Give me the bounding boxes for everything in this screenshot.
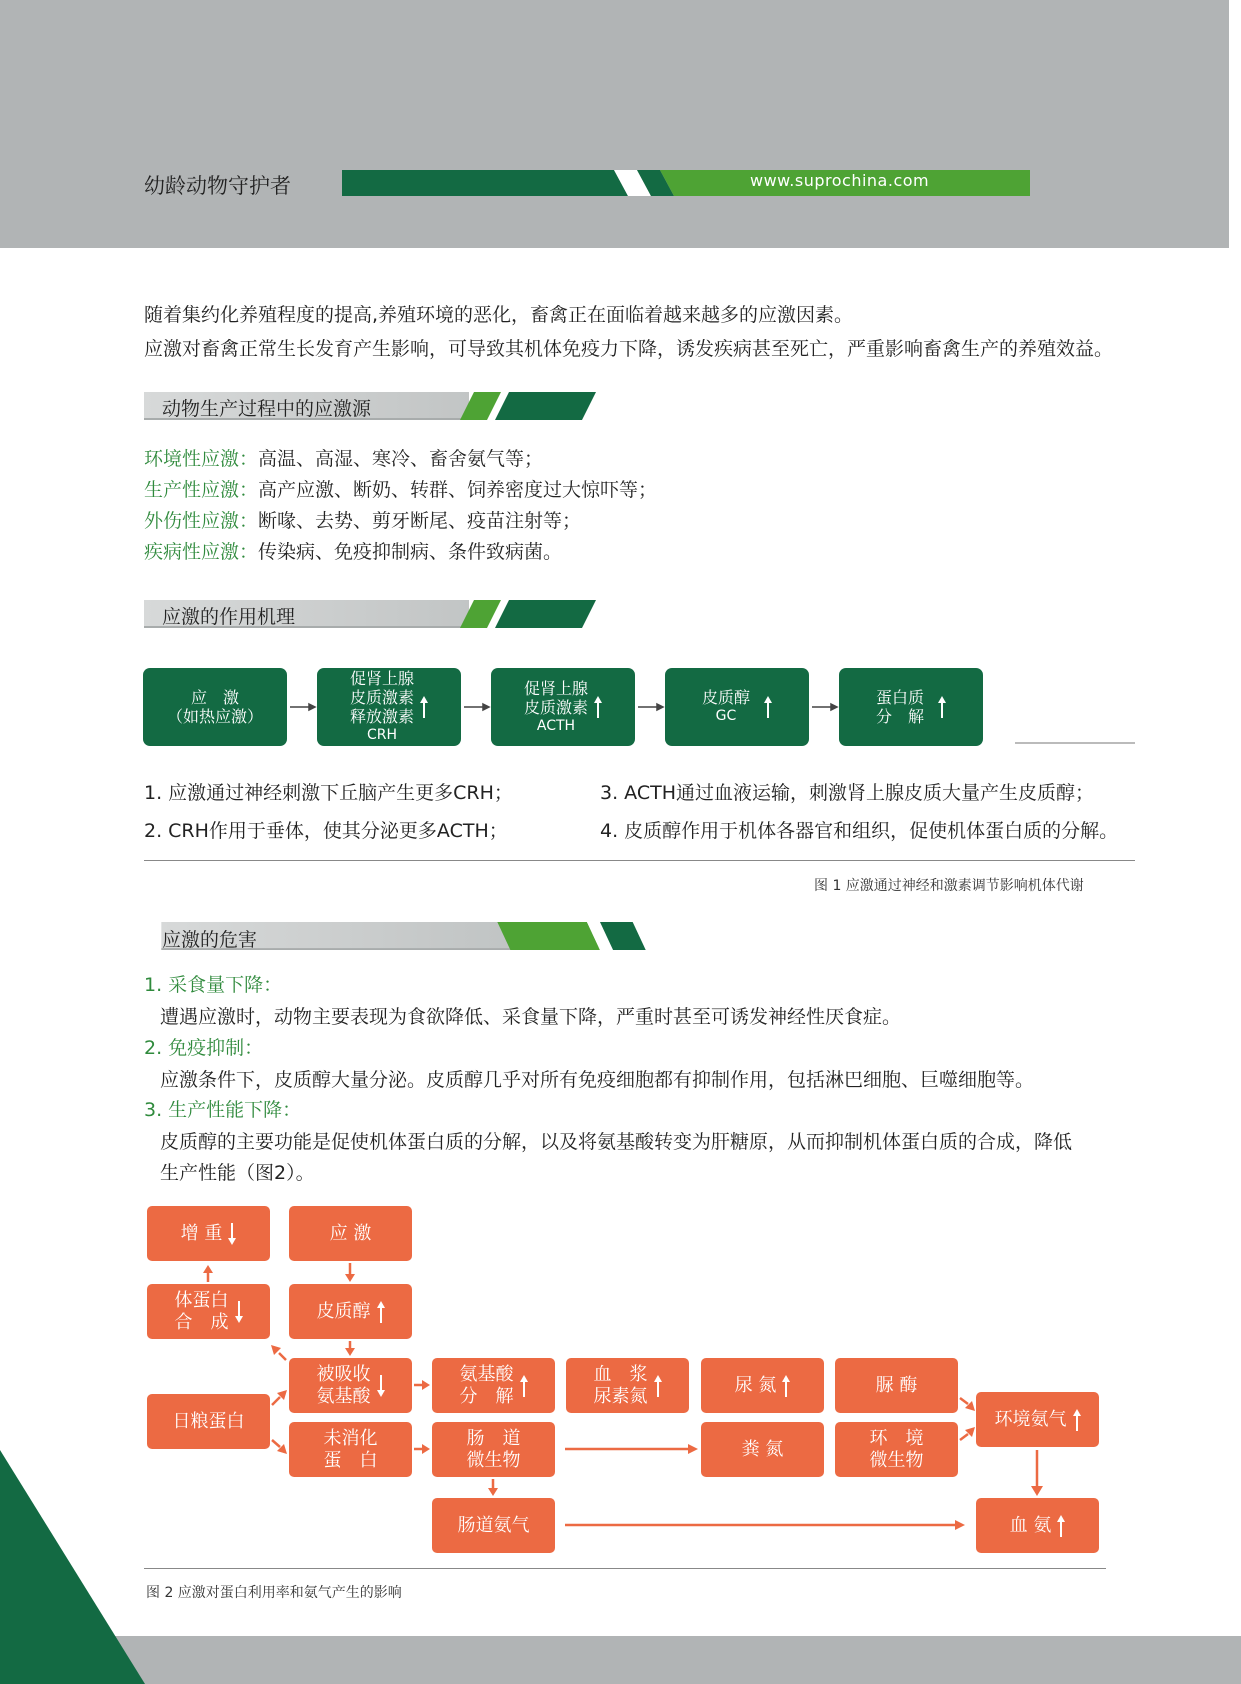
stress-label: 环境性应激： — [144, 448, 259, 470]
harm-title-3: 3. 生产性能下降： — [144, 1099, 302, 1121]
box-line: 分 解 — [459, 1385, 514, 1407]
flow-line: 释放激素 — [349, 707, 414, 726]
section-title-text: 应激的危害 — [162, 929, 258, 951]
box-line: 应 激 — [329, 1222, 372, 1244]
box-line: 微生物 — [466, 1449, 521, 1471]
box-line: 日粮蛋白 — [172, 1410, 245, 1432]
flow-line: 皮质激素 — [523, 697, 588, 717]
flow-line: 皮质醇 — [701, 688, 750, 707]
box-line: 尿素氮 — [593, 1385, 648, 1407]
box-line: 体蛋白 — [174, 1289, 229, 1311]
harm-text-1: 遭遇应激时，动物主要表现为食欲降低、采食量下降，严重时甚至可诱发神经性厌食症。 — [160, 1006, 902, 1028]
box-line: 合 成 — [174, 1311, 229, 1333]
flow-line: 应 激 — [190, 688, 239, 707]
box-line: 肠 道 — [466, 1427, 521, 1449]
stress-text: 断喙、去势、剪牙断尾、疫苗注射等； — [258, 510, 582, 532]
harm-text-2: 应激条件下，皮质醇大量分泌。皮质醇几乎对所有免疫细胞都有抑制作用，包括淋巴细胞、巨噬细胞等。 — [160, 1069, 1035, 1091]
mechanism-step-1: 1. 应激通过神经刺激下丘脑产生更多CRH； — [144, 782, 513, 804]
box-line: 被吸收 — [316, 1363, 371, 1385]
stress-text: 高产应激、断奶、转群、饲养密度过大惊吓等； — [258, 479, 658, 501]
harm-text-3a: 皮质醇的主要功能是促使机体蛋白质的分解，以及将氨基酸转变为肝糖原，从而抑制机体蛋白质的合成，降低 — [160, 1131, 1073, 1153]
divider — [144, 1568, 1106, 1569]
harm-text-3b: 生产性能（图2）。 — [160, 1162, 315, 1184]
harm-title-1: 1. 采食量下降： — [144, 974, 283, 996]
box-line: 蛋 白 — [323, 1449, 378, 1471]
stress-text: 传染病、免疫抑制病、条件致病菌。 — [258, 541, 563, 563]
box-line: 皮质醇 — [316, 1300, 371, 1322]
box-line: 增 重 — [180, 1222, 223, 1244]
section-title-text: 应激的作用机理 — [162, 606, 296, 628]
stress-label: 生产性应激： — [144, 479, 259, 501]
mechanism-step-3: 3. ACTH通过血液运输，刺激肾上腺皮质大量产生皮质醇； — [600, 782, 1094, 804]
harm-title-2: 2. 免疫抑制： — [144, 1037, 264, 1059]
box-line: 粪 氮 — [741, 1438, 784, 1460]
brand-title: 幼龄动物守护者 — [144, 174, 291, 198]
figure2-caption: 图 2 应激对蛋白利用率和氨气产生的影响 — [146, 1585, 402, 1601]
flow-line: ACTH — [536, 717, 576, 734]
flow-line: CRH — [366, 727, 397, 743]
box-line: 氨基酸 — [459, 1363, 514, 1385]
box-line: 氨基酸 — [316, 1385, 371, 1407]
box-line: 环境氨气 — [994, 1408, 1067, 1430]
box-line: 环 境 — [869, 1427, 924, 1449]
stress-text: 高温、高湿、寒冷、畜舍氨气等； — [258, 448, 544, 470]
flow-line: 促肾上腺 — [349, 669, 414, 688]
flow-line: GC — [715, 708, 737, 724]
flow-line: 皮质激素 — [349, 688, 414, 707]
box-line: 肠道氨气 — [457, 1514, 530, 1536]
box-line: 血 氨 — [1009, 1514, 1052, 1536]
box-line: 未消化 — [323, 1427, 378, 1449]
flow-line: 促肾上腺 — [523, 678, 588, 698]
mechanism-step-4: 4. 皮质醇作用于机体各器官和组织，促使机体蛋白质的分解。 — [600, 820, 1119, 842]
intro-line-1: 随着集约化养殖程度的提高,养殖环境的恶化，畜禽正在面临着越来越多的应激因素。 — [144, 304, 854, 326]
figure1-caption: 图 1 应激通过神经和激素调节影响机体代谢 — [814, 878, 1084, 894]
box-line: 尿 氮 — [734, 1374, 777, 1396]
intro-line-2: 应激对畜禽正常生长发育产生影响，可导致其机体免疫力下降，诱发疾病甚至死亡，严重影响畜禽生产的养殖效益。 — [144, 338, 1114, 360]
flow-line: 蛋白质 — [875, 688, 924, 707]
flow-line: （如热应激） — [166, 707, 263, 726]
stress-label: 疾病性应激： — [144, 541, 259, 563]
box-line: 微生物 — [869, 1449, 924, 1471]
website-url[interactable]: www.suprochina.com — [750, 171, 930, 190]
mechanism-step-2: 2. CRH作用于垂体，使其分泌更多ACTH； — [144, 820, 508, 842]
flow-line: 分 解 — [875, 707, 924, 726]
box-line: 血 浆 — [593, 1363, 648, 1385]
stress-label: 外伤性应激： — [144, 510, 259, 532]
section-title-text: 动物生产过程中的应激源 — [162, 398, 372, 420]
box-line: 脲 酶 — [875, 1374, 918, 1396]
